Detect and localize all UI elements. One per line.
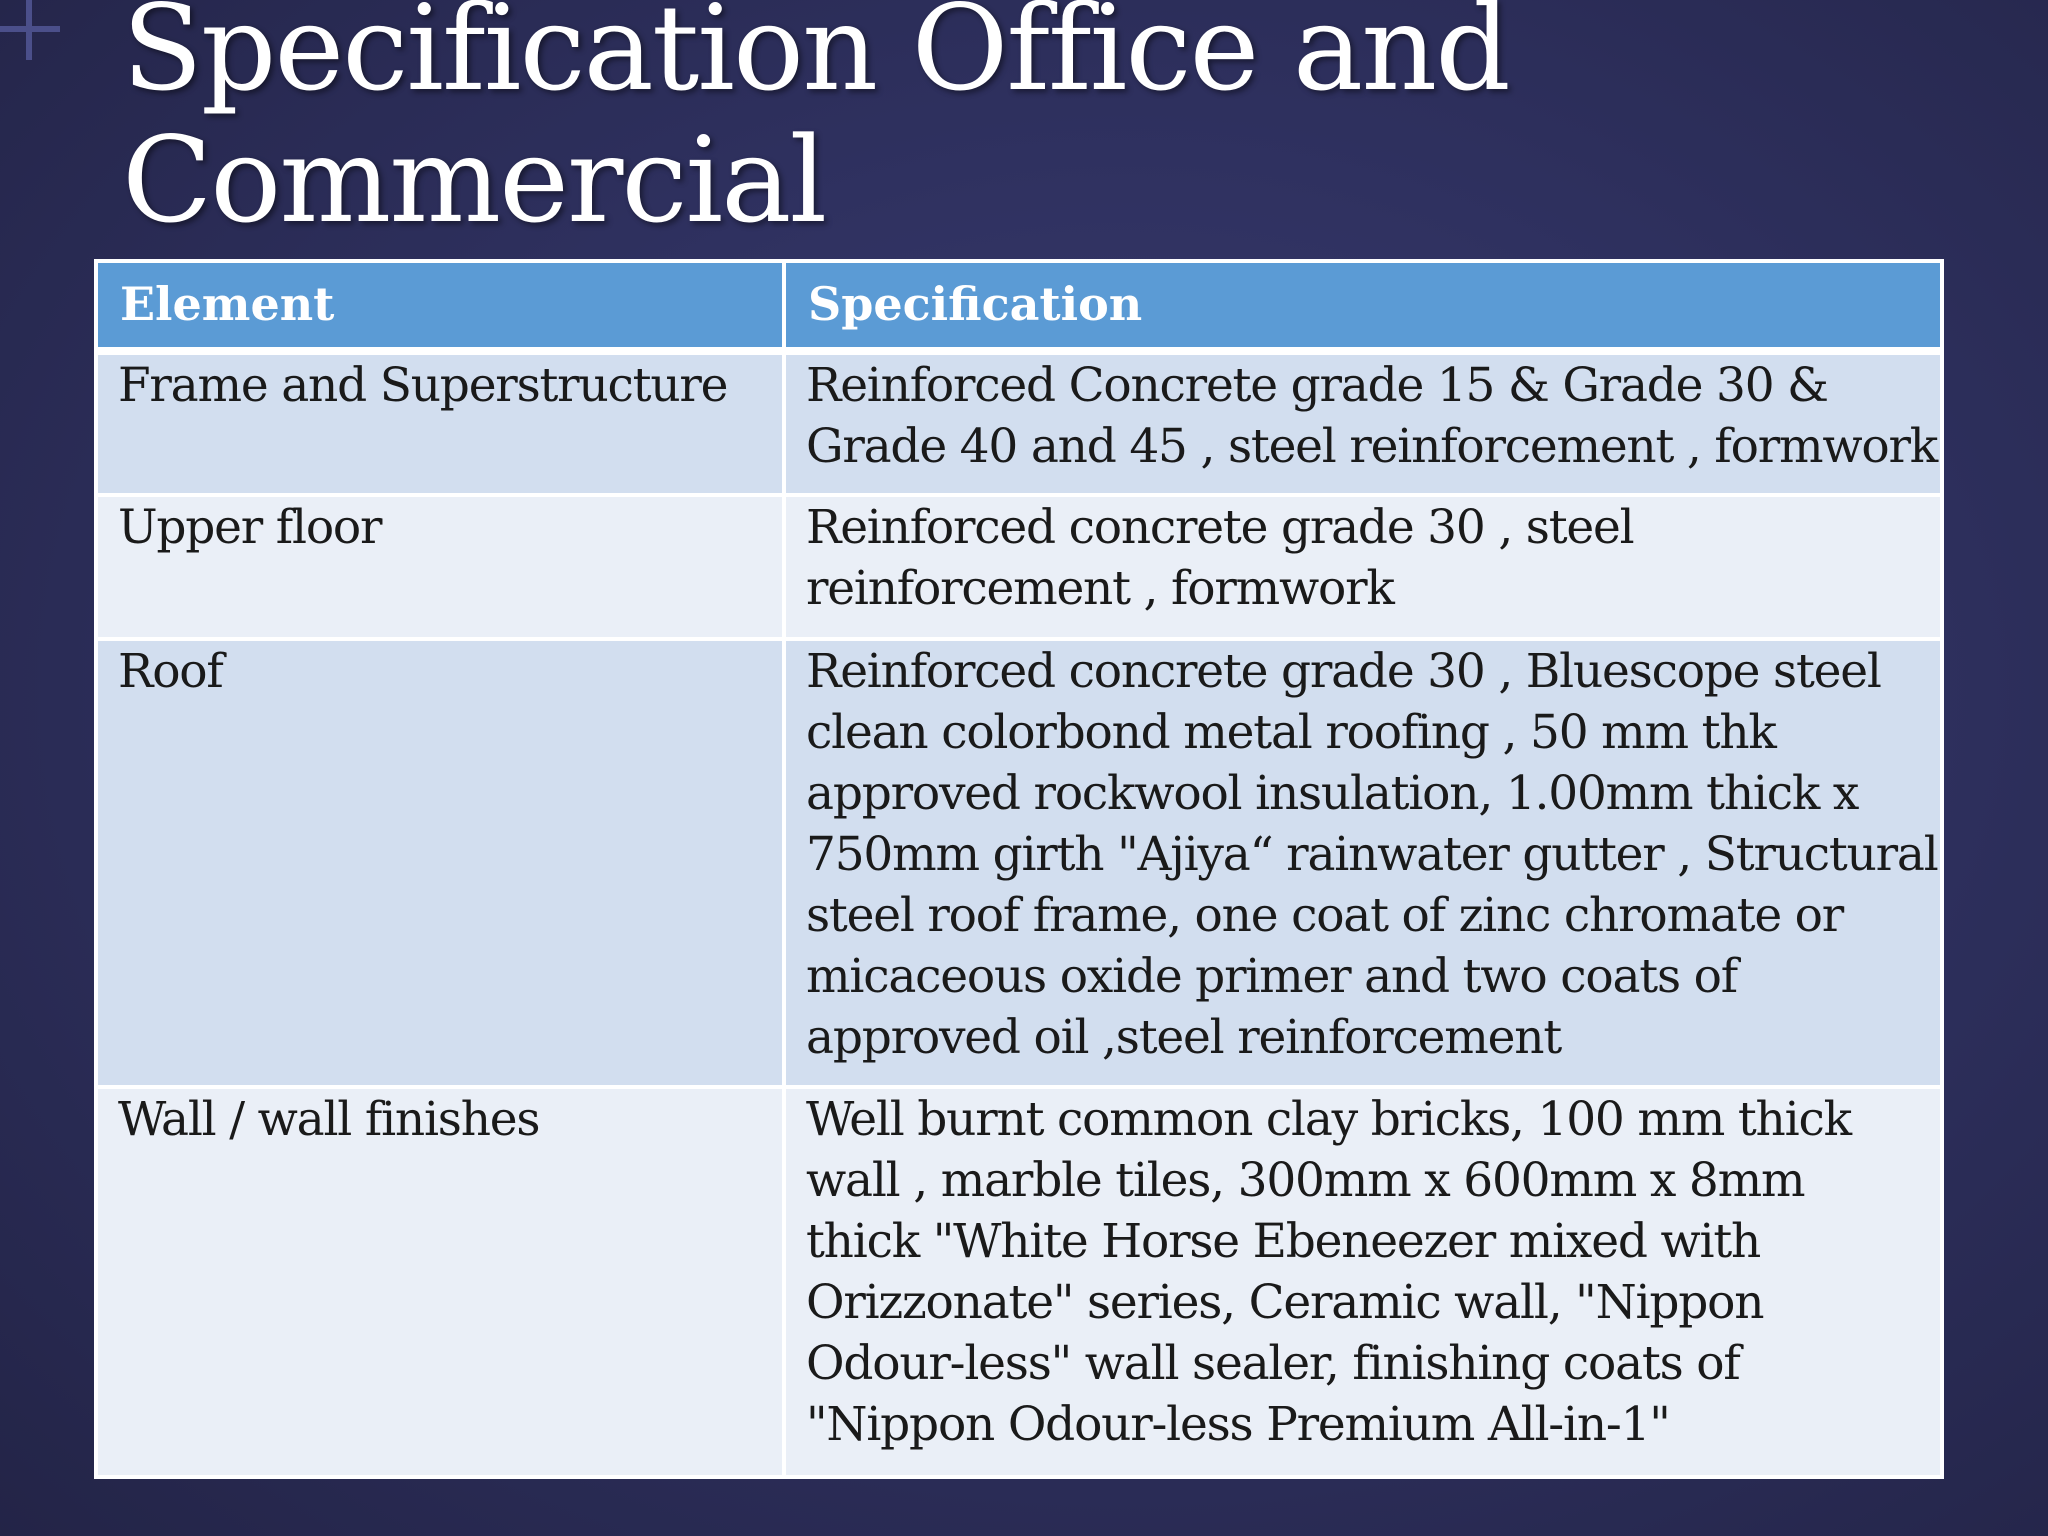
element-cell: Frame and Superstructure [96,351,784,495]
spec-line: thick "White Horse Ebeneezer mixed with [806,1214,1761,1269]
spec-line: Reinforced concrete grade 30 , steel [806,500,1634,555]
specification-cell [784,1087,1942,1477]
table-row [96,351,1942,495]
slide-title-line-1: Specification Office and [122,0,1509,117]
spec-line: Reinforced Concrete grade 15 & Grade 30 & [806,358,1828,413]
specification-cell [784,495,1942,639]
slide-title [122,0,1922,249]
table-row [96,1087,1942,1477]
element-cell: Wall / wall finishes [96,1087,784,1477]
corner-cross-decoration [0,0,60,60]
spec-line: approved oil ,steel reinforcement [806,1010,1562,1065]
spec-line: steel roof frame, one coat of zinc chromate or [806,888,1844,943]
table-row [96,639,1942,1087]
spec-line: Odour-less" wall sealer, finishing coats of [806,1336,1740,1391]
spec-line: wall , marble tiles, 300mm x 600mm x 8mm [806,1153,1805,1208]
header-specification: Specification [784,261,1942,351]
slide-title-line-2: Commercial [122,111,826,249]
spec-line: Grade 40 and 45 , steel reinforcement , formwork [806,419,1938,474]
element-cell: Roof [96,639,784,1087]
table-header-row [96,261,1942,351]
specification-cell [784,351,1942,495]
spec-line: "Nippon Odour-less Premium All-in-1" [806,1397,1670,1452]
spec-line: Reinforced concrete grade 30 , Bluescope steel [806,644,1881,699]
spec-line: Orizzonate" series, Ceramic wall, "Nippon [806,1275,1764,1330]
spec-line: reinforcement , formwork [806,561,1394,616]
spec-line: approved rockwool insulation, 1.00mm thick x [806,766,1859,821]
element-cell: Upper floor [96,495,784,639]
specification-cell [784,639,1942,1087]
spec-line: clean colorbond metal roofing , 50 mm thk [806,705,1776,760]
table-row [96,495,1942,639]
specification-table [94,259,1944,1479]
header-element: Element [96,261,784,351]
spec-line: Well burnt common clay bricks, 100 mm thick [806,1092,1851,1147]
spec-line: micaceous oxide primer and two coats of [806,949,1737,1004]
spec-line: 750mm girth "Ajiya“ rainwater gutter , Structural [806,827,1938,882]
